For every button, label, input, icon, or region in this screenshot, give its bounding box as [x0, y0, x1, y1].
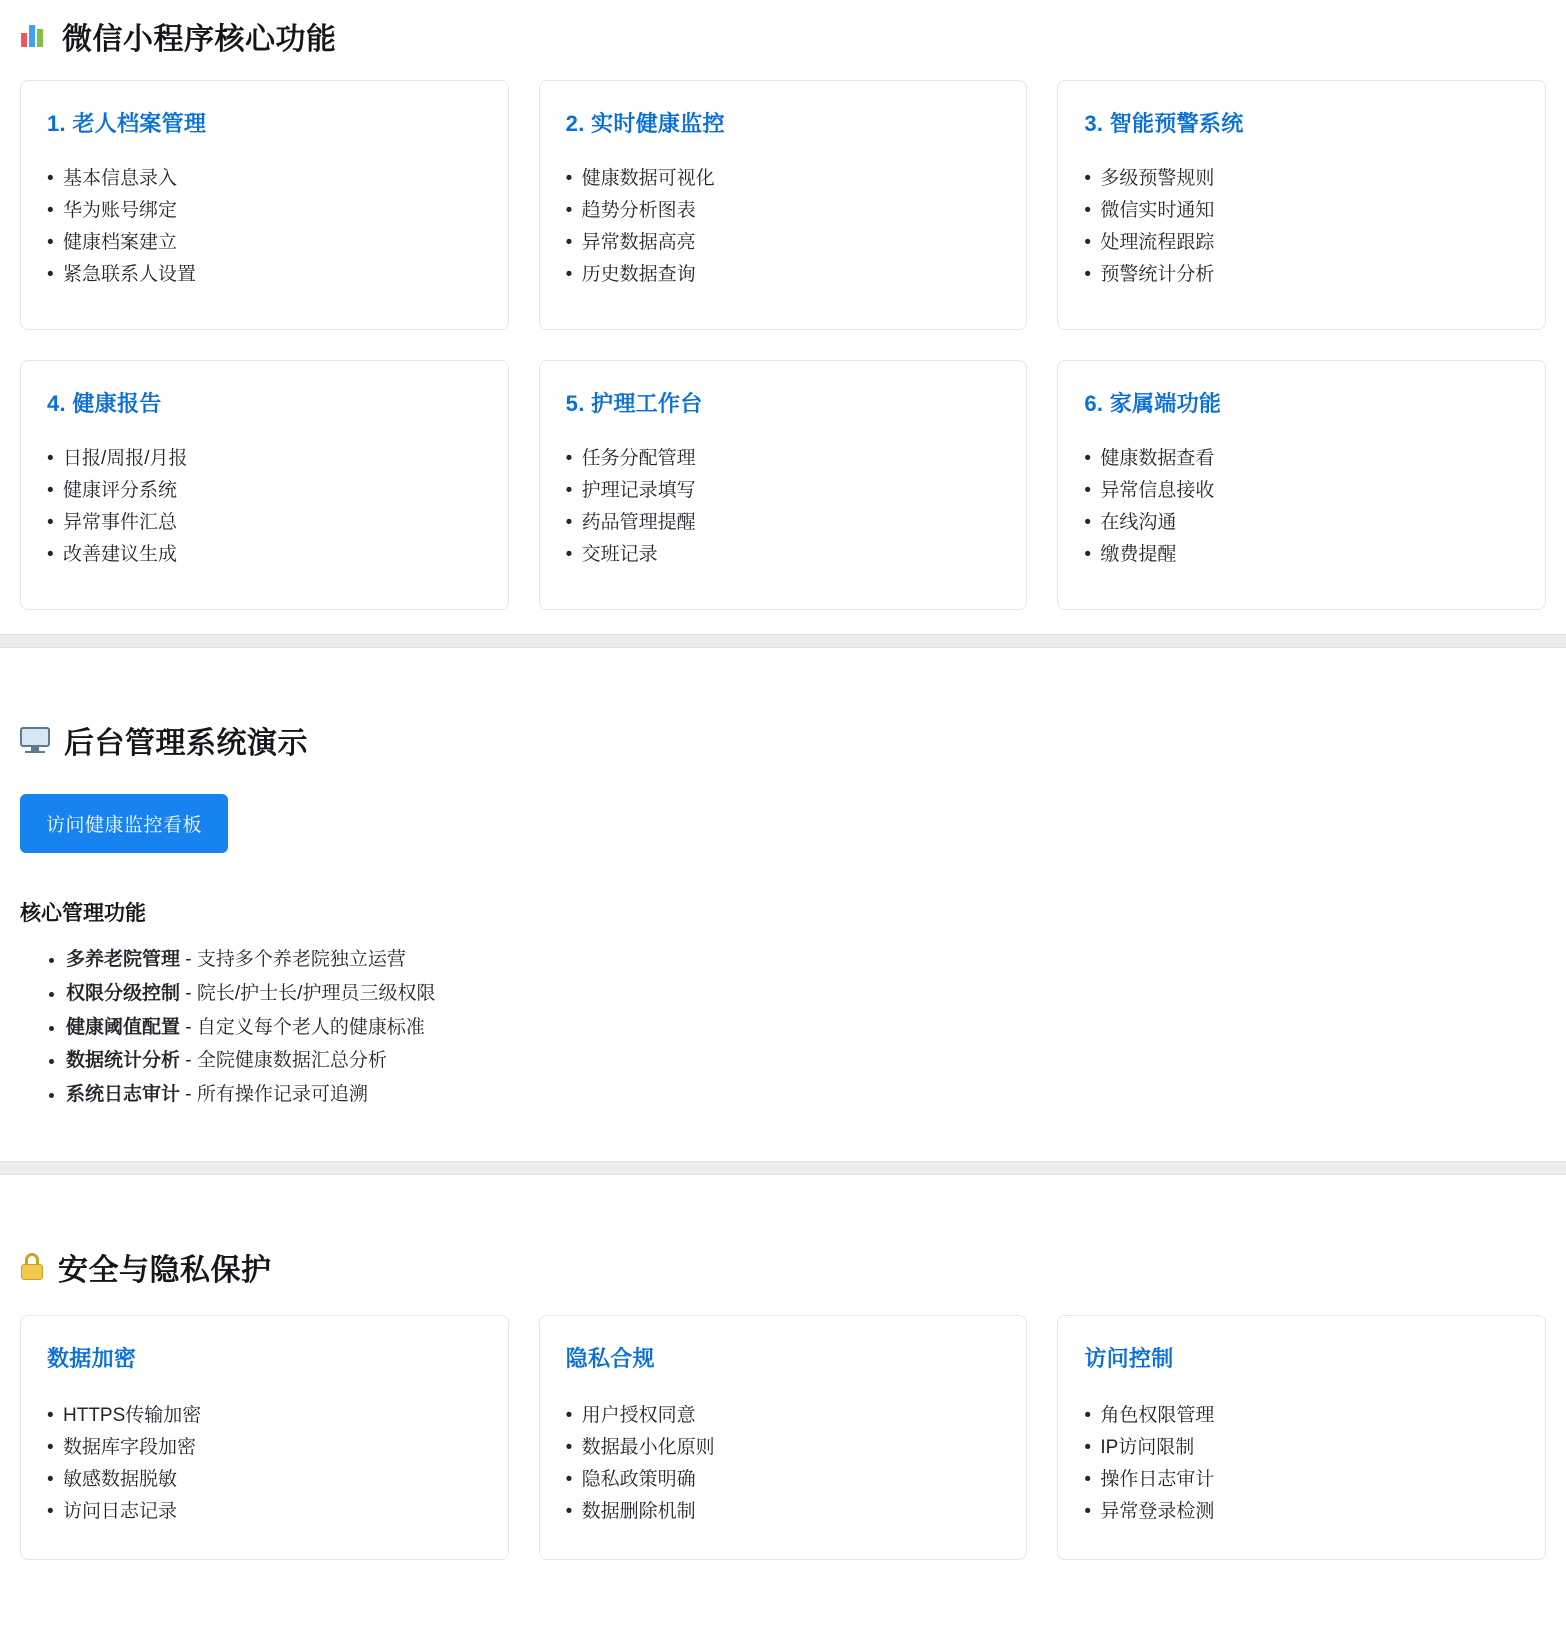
- security-card: [539, 1315, 1028, 1560]
- list-item: • 趋势分析图表: [566, 196, 1001, 226]
- list-item: • 任务分配管理: [566, 444, 1001, 474]
- list-item: • 数据最小化原则: [566, 1433, 1001, 1463]
- security-card-list: [47, 1401, 482, 1527]
- security-card: [1057, 1315, 1546, 1560]
- list-item: • 操作日志审计: [1084, 1465, 1519, 1495]
- feature-card: [1057, 80, 1546, 330]
- list-item: [66, 979, 1546, 1010]
- security-card-list: [1084, 1401, 1519, 1527]
- core-management-list: [20, 945, 1546, 1111]
- list-item: • 访问日志记录: [47, 1497, 482, 1527]
- list-item: [66, 1080, 1546, 1111]
- feature-desc: - 支持多个养老院独立运营: [185, 949, 406, 970]
- feature-name: 多养老院管理: [66, 949, 181, 970]
- list-item: [66, 1013, 1546, 1044]
- feature-card-title: 4. 健康报告: [47, 391, 162, 416]
- list-item: • 异常信息接收: [1084, 476, 1519, 506]
- list-item: [66, 945, 1546, 976]
- list-item: • 处理流程跟踪: [1084, 228, 1519, 258]
- list-item: • 缴费提醒: [1084, 540, 1519, 570]
- list-item: • 健康数据可视化: [566, 164, 1001, 194]
- feature-name: 权限分级控制: [66, 982, 181, 1004]
- section-divider: [0, 1161, 1566, 1175]
- feature-desc: - 自定义每个老人的健康标准: [185, 1016, 425, 1038]
- list-item: • 基本信息录入: [47, 164, 482, 194]
- list-item: • 在线沟通: [1084, 508, 1519, 538]
- list-item: • 紧急联系人设置: [47, 260, 482, 290]
- feature-name: 数据统计分析: [66, 1050, 181, 1072]
- list-item: • 健康评分系统: [47, 476, 482, 506]
- security-section-title: [20, 1223, 1546, 1315]
- feature-card: [539, 80, 1028, 330]
- list-item: • 华为账号绑定: [47, 196, 482, 226]
- list-item: • 异常登录检测: [1084, 1497, 1519, 1527]
- list-item: • 药品管理提醒: [566, 508, 1001, 538]
- list-item: • 历史数据查询: [566, 260, 1001, 290]
- list-item: • 数据删除机制: [566, 1497, 1001, 1527]
- list-item: • 多级预警规则: [1084, 164, 1519, 194]
- list-item: • IP访问限制: [1084, 1433, 1519, 1463]
- feature-card: [20, 360, 509, 610]
- security-card-title: 隐私合规: [565, 1345, 655, 1371]
- list-item: • 预警统计分析: [1084, 260, 1519, 290]
- security-card-title: 访问控制: [1084, 1345, 1174, 1371]
- feature-card: [20, 80, 509, 330]
- list-item: • 改善建议生成: [47, 540, 482, 570]
- list-item: • 数据库字段加密: [47, 1433, 482, 1463]
- feature-card-list: [47, 444, 482, 570]
- list-item: • 日报/周报/月报: [47, 444, 482, 474]
- feature-card-title: 6. 家属端功能: [1084, 391, 1222, 416]
- feature-card: [539, 360, 1028, 610]
- list-item: • 异常数据高亮: [566, 228, 1001, 258]
- desktop-monitor-icon: [20, 727, 50, 753]
- feature-card-title: 2. 实时健康监控: [565, 111, 725, 136]
- miniprogram-title-text: 微信小程序核心功能: [62, 23, 337, 56]
- visit-dashboard-button[interactable]: 访问健康监控看板: [20, 794, 228, 853]
- list-item: • 异常事件汇总: [47, 508, 482, 538]
- feature-card-list: [1084, 164, 1519, 290]
- admin-title-text: 后台管理系统演示: [64, 727, 308, 760]
- security-section: [0, 1175, 1566, 1604]
- list-item: • 敏感数据脱敏: [47, 1465, 482, 1495]
- feature-card-title: 1. 老人档案管理: [47, 111, 207, 136]
- list-item: [66, 1046, 1546, 1077]
- feature-card: [1057, 360, 1546, 610]
- security-title-text: 安全与隐私保护: [58, 1253, 272, 1287]
- list-item: • HTTPS传输加密: [47, 1401, 482, 1431]
- core-management-subtitle: 核心管理功能: [20, 902, 146, 925]
- list-item: • 角色权限管理: [1084, 1401, 1519, 1431]
- bar-chart-icon: [20, 22, 48, 50]
- security-card-grid: [20, 1315, 1546, 1584]
- security-card-list: [566, 1401, 1001, 1527]
- list-item: • 护理记录填写: [566, 476, 1001, 506]
- security-card-title: 数据加密: [47, 1345, 137, 1371]
- feature-desc: - 所有操作记录可追溯: [185, 1084, 368, 1106]
- admin-section: [0, 648, 1566, 1161]
- list-item: • 交班记录: [566, 540, 1001, 570]
- miniprogram-section: [0, 0, 1566, 634]
- feature-card-list: [1084, 444, 1519, 570]
- feature-name: 健康阈值配置: [66, 1016, 181, 1038]
- section-divider: [0, 634, 1566, 648]
- miniprogram-section-title: [20, 0, 1546, 80]
- feature-card-list: [566, 164, 1001, 290]
- list-item: • 隐私政策明确: [566, 1465, 1001, 1495]
- list-item: • 健康档案建立: [47, 228, 482, 258]
- list-item: • 用户授权同意: [566, 1401, 1001, 1431]
- feature-card-list: [566, 444, 1001, 570]
- lock-icon: [20, 1253, 44, 1280]
- list-item: • 健康数据查看: [1084, 444, 1519, 474]
- list-item: • 微信实时通知: [1084, 196, 1519, 226]
- feature-card-title: 5. 护理工作台: [565, 391, 703, 416]
- feature-card-list: [47, 164, 482, 290]
- admin-section-title: [20, 696, 1546, 784]
- feature-name: 系统日志审计: [66, 1084, 181, 1106]
- miniprogram-card-grid: [20, 80, 1546, 634]
- security-card: [20, 1315, 509, 1560]
- feature-card-title: 3. 智能预警系统: [1084, 111, 1244, 136]
- feature-desc: - 全院健康数据汇总分析: [185, 1050, 387, 1072]
- feature-desc: - 院长/护士长/护理员三级权限: [185, 982, 436, 1004]
